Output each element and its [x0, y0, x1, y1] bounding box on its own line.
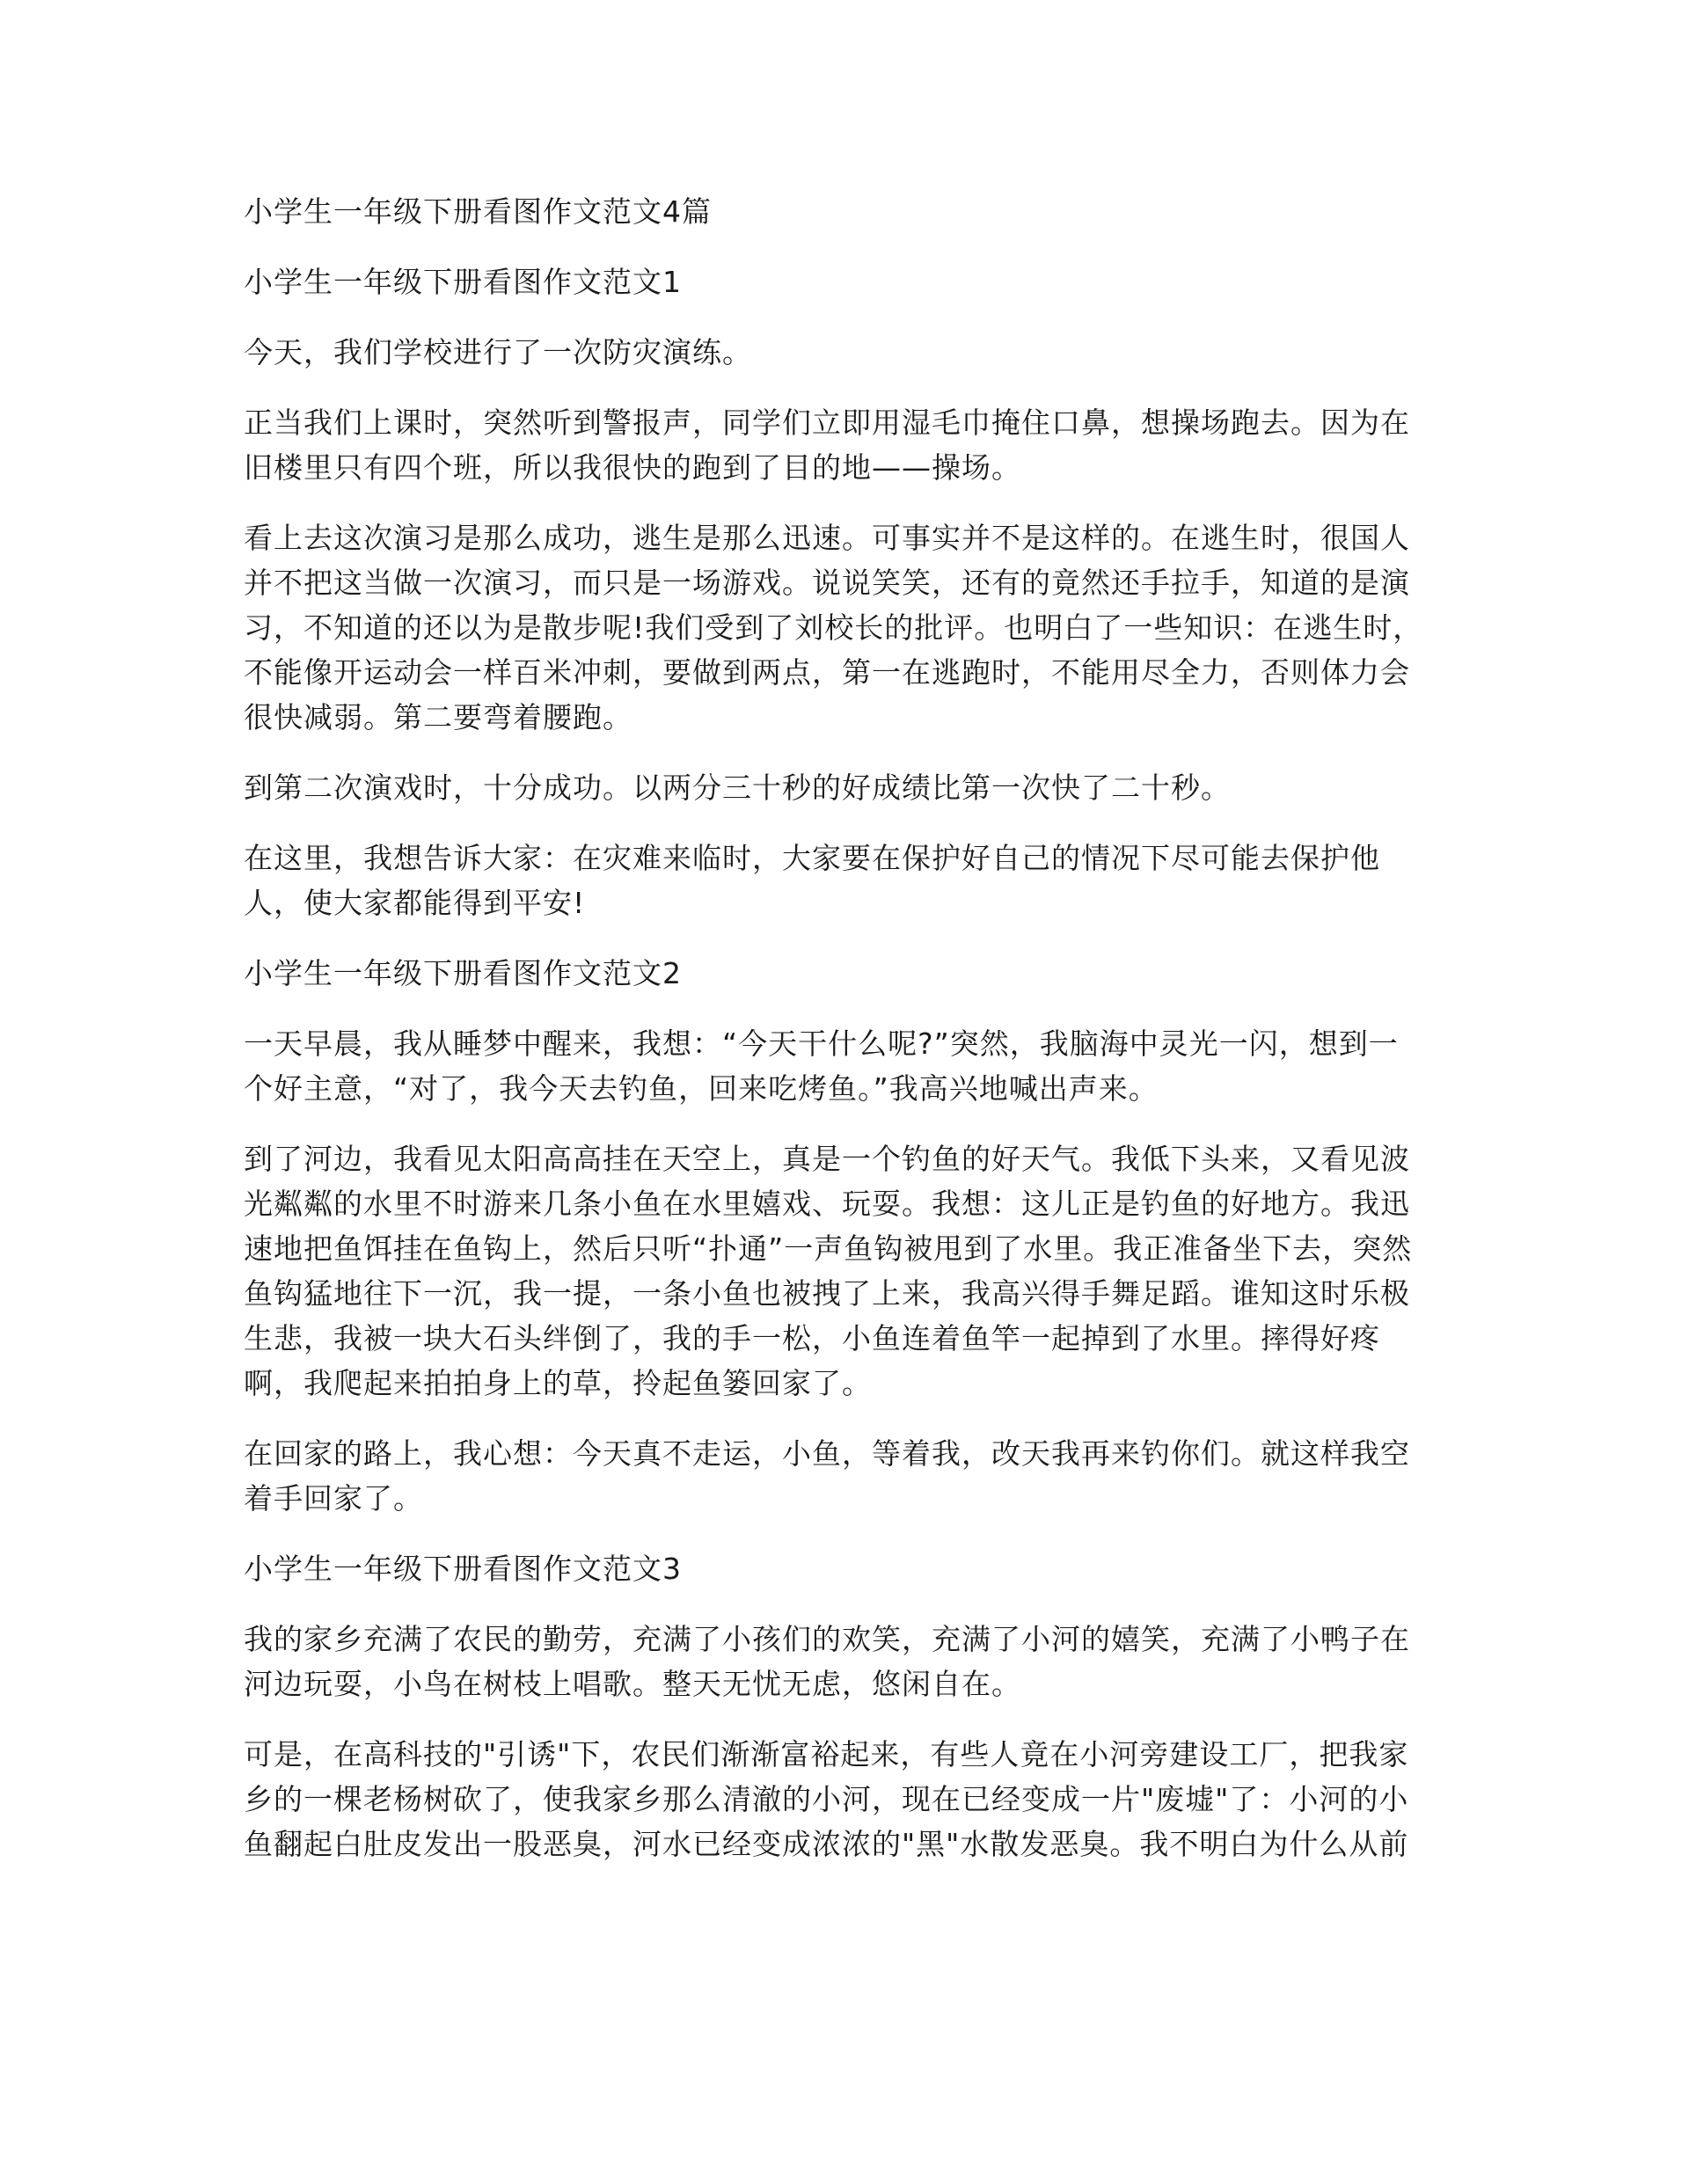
- paragraph: 到第二次演戏时，十分成功。以两分三十秒的好成绩比第一次快了二十秒。: [244, 771, 1231, 805]
- paragraph: 在这里，我想告诉大家：在灾难来临时，大家要在保护好自己的情况下尽可能去保护他人，使大家都能得到平安!: [244, 841, 1380, 920]
- paragraph: 在回家的路上，我心想：今天真不走运，小鱼，等着我，改天我再来钓你们。就这样我空着手回家了。: [244, 1436, 1410, 1516]
- section-2: [244, 951, 1427, 1521]
- section-heading: 小学生一年级下册看图作文范文2: [244, 956, 682, 990]
- document-page: [244, 189, 1427, 1892]
- document-title: 小学生一年级下册看图作文范文4篇: [244, 194, 712, 229]
- paragraph: 正当我们上课时，突然听到警报声，同学们立即用湿毛巾掩住口鼻，想操场跑去。因为在旧楼里只有四个班，所以我很快的跑到了目的地——操场。: [244, 405, 1410, 485]
- section-heading: 小学生一年级下册看图作文范文3: [244, 1552, 682, 1586]
- paragraph: 到了河边，我看见太阳高高挂在天空上，真是一个钓鱼的好天气。我低下头来，又看见波光粼粼的水里不时游来几条小鱼在水里嬉戏、玩耍。我想：这儿正是钓鱼的好地方。我迅速地把鱼饵挂在鱼钩上，然后只听“扑通”一声鱼钩被甩到了水里。我正准备坐下去，突然鱼钩猛地往下一沉，我一提，一条小鱼也被拽了上来，我高兴得手舞足蹈。谁知这时乐极生悲，我被一块大石头绊倒了，我的手一松，小鱼连着鱼竿一起掉到了水里。摔得好疼啊，我爬起来拍拍身上的草，拎起鱼篓回家了。: [244, 1142, 1413, 1400]
- section-3: [244, 1546, 1427, 1866]
- paragraph: 我的家乡充满了农民的勤劳，充满了小孩们的欢笑，充满了小河的嬉笑，充满了小鸭子在河边玩耍，小鸟在树枝上唱歌。整天无忧无虑，悠闲自在。: [244, 1622, 1410, 1701]
- paragraph: 可是，在高科技的"引诱"下，农民们渐渐富裕起来，有些人竟在小河旁建设工厂，把我家乡的一棵老杨树砍了，使我家乡那么清澈的小河，现在已经变成一片"废墟"了：小河的小鱼翻起白肚皮发出一股恶臭，河水已经变成浓浓的"黑"水散发恶臭。我不明白为什么从前: [244, 1737, 1409, 1861]
- section-1: [244, 259, 1427, 925]
- paragraph: 看上去这次演习是那么成功，逃生是那么迅速。可事实并不是这样的。在逃生时，很国人并不把这当做一次演习，而只是一场游戏。说说笑笑，还有的竟然还手拉手，知道的是演习，不知道的还以为是散步呢!我们受到了刘校长的批评。也明白了一些知识：在逃生时，不能像开运动会一样百米冲刺，要做到两点，第一在逃跑时，不能用尽全力，否则体力会很快减弱。第二要弯着腰跑。: [244, 521, 1423, 734]
- section-heading: 小学生一年级下册看图作文范文1: [244, 265, 682, 299]
- paragraph: 今天，我们学校进行了一次防灾演练。: [244, 335, 752, 369]
- paragraph: 一天早晨，我从睡梦中醒来，我想：“今天干什么呢?”突然，我脑海中灵光一闪，想到一个好主意，“对了，我今天去钓鱼，回来吃烤鱼。”我高兴地喊出声来。: [244, 1026, 1399, 1106]
